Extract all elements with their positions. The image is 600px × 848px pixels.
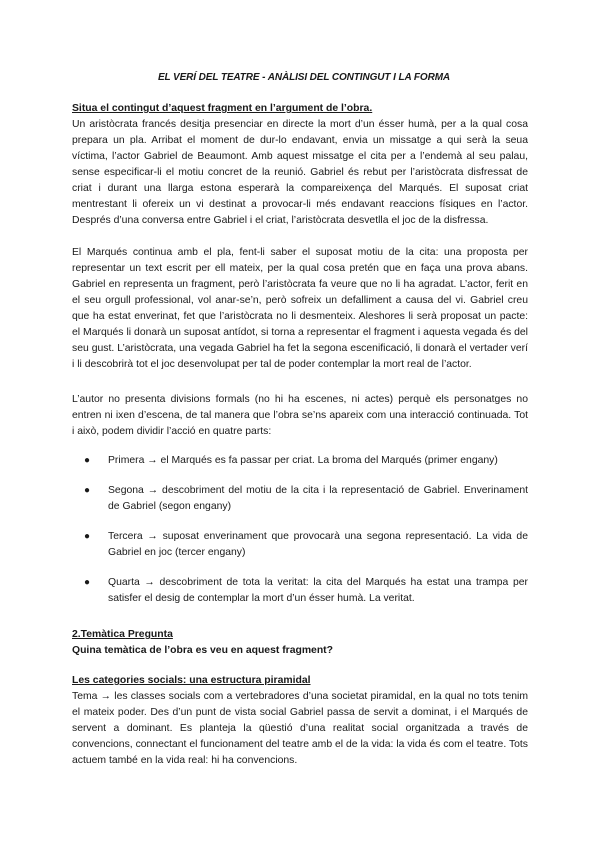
list-item xyxy=(72,483,528,515)
list-item-text: Primera → el Marqués es fa passar per criat. La broma del Marqués (primer engany) xyxy=(108,455,498,466)
list-item-text: Tercera → suposat enverinament que provocarà una segona representació. La vida de Gabriel en joc (tercer engany) xyxy=(108,531,528,558)
section-2 xyxy=(72,627,528,659)
bullet-icon: ● xyxy=(84,485,91,496)
section-2-paragraph: Tema → les classes socials com a vertebradores d’una societat piramidal, en la qual no tots tenim el mateix poder. Des d’un punt de vista social Gabriel passa de servit a dominat, i el Marqués de servent a dominant. Es planteja la qüestió d’una realitat social organitzada a través de convencions, connectant el funcionament del teatre amb el de la vida: la vida és com el teatre. Tots actuem també en la vida real: hi ha convencions. xyxy=(72,691,528,766)
list-item xyxy=(72,529,528,561)
section-1 xyxy=(72,101,528,229)
section-1-heading: Situa el contingut d’aquest fragment en l’argument de l’obra. xyxy=(72,103,373,114)
bullet-icon: ● xyxy=(84,577,91,588)
list-item-text: Segona → descobriment del motiu de la cita i la representació de Gabriel. Enverinament de Gabriel (segon engany) xyxy=(108,485,528,512)
section-1-paragraph-3: L’autor no presenta divisions formals (no hi ha escenes, ni actes) perquè els personatges no entren ni ixen d’escena, de tal manera que l’obra se’ns apareix com una interacció continuada. Tot i això, podem dividir l’acció en quatre parts: xyxy=(72,394,528,437)
list-item-text: Quarta → descobriment de tota la veritat: la cita del Marqués ha estat una trampa per satisfer el desig de contemplar la mort d’un ésser humà. La veritat. xyxy=(108,577,528,604)
section-1-paragraph-2-block xyxy=(72,245,528,373)
list-item xyxy=(72,575,528,607)
bullet-icon: ● xyxy=(84,531,91,542)
section-1-paragraph-3-block xyxy=(72,392,528,440)
section-1-paragraph-1: Un aristòcrata francés desitja presenciar en directe la mort d’un ésser humà, per a la qual cosa prepara un pla. Arribat el moment de dur-lo endavant, envia un missatge a qui serà la seua víctima, l’actor Gabriel de Beaumont. Amb aquest missatge el cita per a l’endemà al seu palau, sense especificar-li el motiu concret de la reunió. Gabriel és rebut per l’aristòcrata disfressat de criat i durant una llarga estona esperarà la compareixença del Marqués. El suposat criat mentrestant li ofereix un vi destinat a provocar-li més endavant reaccions físiques en l’actor. Després d’una conversa entre Gabriel i el criat, l’aristòcrata desvetlla el joc de la disfressa. xyxy=(72,119,528,226)
document-title: EL VERÍ DEL TEATRE - ANÀLISI DEL CONTINGUT I LA FORMA xyxy=(157,72,451,83)
section-2-body xyxy=(72,673,528,769)
section-2-subheading: Les categories socials: una estructura piramidal xyxy=(72,675,311,686)
section-2-question: Quina temàtica de l’obra es veu en aquest fragment? xyxy=(72,645,333,656)
bullet-icon: ● xyxy=(84,455,91,466)
list-item xyxy=(72,453,528,469)
section-1-paragraph-2: El Marqués continua amb el pla, fent-li saber el suposat motiu de la cita: una proposta per representar un text escrit per ell mateix, per la qual cosa pretén que en faça una prova abans. Gabriel en representa un fragment, però l’aristòcrata fa veure que no li ha agradat. L’actor, ferit en el seu orgull professional, vol anar-se’n, però sofreix un defalliment a causa del vi. Gabriel creu que ha estat enverinat, fet que l’aristòcrata no li desmenteix. Aleshores li serà proposat un pacte: el Marqués li donarà un suposat antídot, si torna a representar el fragment i aquesta vegada és del seu gust. L’aristòcrata, una vegada Gabriel ha fet la segona escenificació, li donarà el vertader verí i li descobrirà tot el joc desenvolupat per tal de poder contemplar la mort real de l’actor. xyxy=(72,247,528,370)
section-2-heading: 2.Temàtica Pregunta xyxy=(72,629,173,640)
